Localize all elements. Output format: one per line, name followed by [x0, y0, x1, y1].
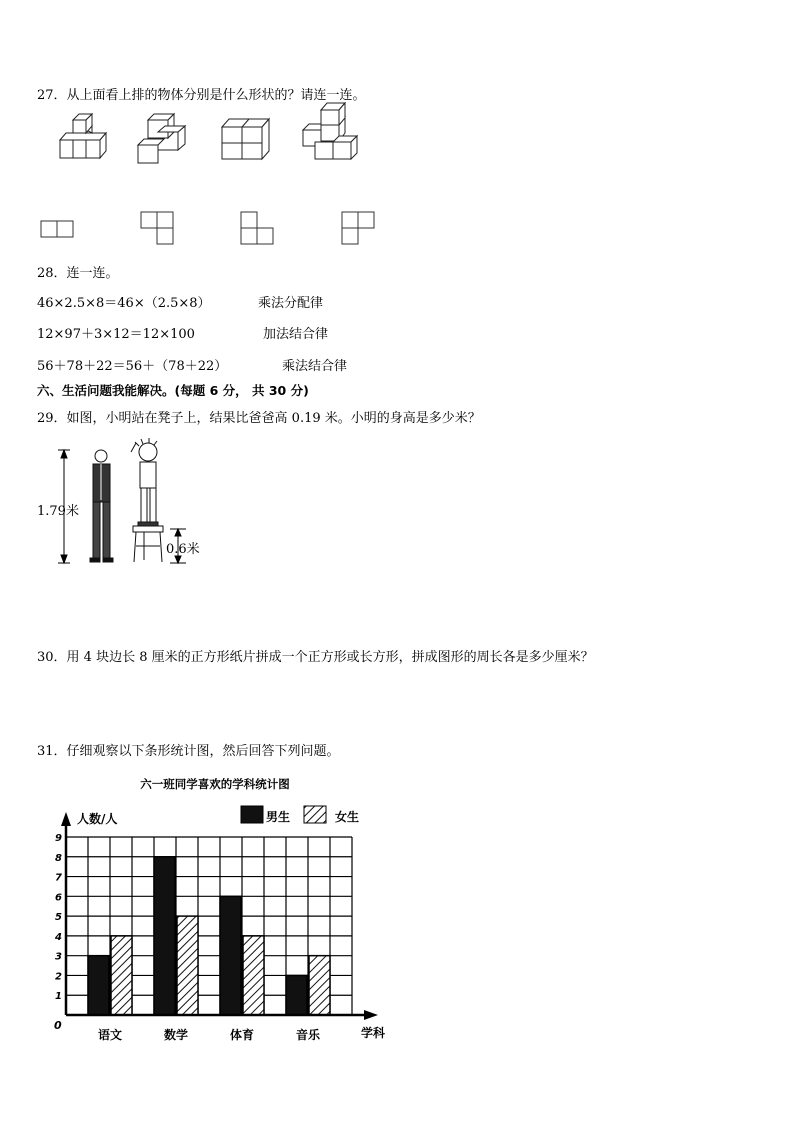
chart-origin: 0: [54, 1019, 62, 1032]
chart-title: 六一班同学喜欢的学科统计图: [140, 777, 290, 791]
y-tick-label: 6: [55, 892, 62, 904]
q28-title: 28．连一连。: [37, 266, 119, 281]
legend-swatch-boys: [241, 806, 263, 823]
chart-xlabel: 学科: [361, 1026, 386, 1040]
q28-left-1: 46×2.5×8＝46×（2.5×8）: [37, 296, 211, 311]
chart-ylabel: 人数/人: [77, 812, 118, 826]
q28-left-3: 56＋78＋22＝56＋（78＋22）: [37, 359, 228, 374]
chart-categories: [98, 1027, 321, 1042]
q29-text: 29．如图，小明站在凳子上，结果比爸爸高 0.19 米。小明的身高是多少米？: [37, 411, 481, 426]
y-tick-label: 5: [55, 912, 62, 924]
bar-数学-男生: [154, 857, 175, 1015]
bar-体育-女生: [243, 936, 264, 1015]
legend-swatch-girls: [304, 806, 326, 823]
y-tick-label: 7: [55, 872, 62, 884]
category-label: 体育: [229, 1028, 255, 1042]
legend-label-girls: 女生: [335, 810, 360, 824]
y-tick-label: 9: [55, 833, 62, 844]
bar-语文-女生: [111, 936, 132, 1015]
x-axis-arrow: [364, 1010, 378, 1020]
bar-语文-男生: [88, 956, 109, 1015]
y-tick-label: 3: [55, 951, 62, 963]
category-label: 音乐: [295, 1028, 321, 1042]
y-axis-arrow: [61, 812, 71, 826]
y-tick-label: 2: [55, 971, 62, 983]
q31-text: 31．仔细观察以下条形统计图，然后回答下列问题。: [37, 744, 340, 759]
chart-ticks: [54, 833, 62, 1002]
y-tick-label: 1: [55, 991, 62, 1003]
category-label: 数学: [163, 1028, 189, 1042]
q27-text: 27．从上面看上排的物体分别是什么形状的？请连一连。: [37, 88, 366, 103]
section6-heading: 六、生活问题我能解决。(每题 6 分， 共 30 分): [37, 383, 309, 398]
y-tick-label: 4: [55, 931, 62, 943]
q28-right-1: 乘法分配律: [258, 296, 324, 311]
category-label: 语文: [97, 1028, 123, 1042]
stool-height-label: 0.6米: [166, 542, 200, 557]
y-tick-label: 8: [55, 852, 62, 864]
bar-数学-女生: [177, 916, 198, 1015]
q28-right-2: 加法结合律: [263, 327, 329, 342]
q30-text: 30．用 4 块边长 8 厘米的正方形纸片拼成一个正方形或长方形，拼成图形的周长各是多少厘米？: [37, 650, 594, 665]
dad-height-label: 1.79米: [37, 504, 79, 519]
bar-音乐-女生: [309, 956, 330, 1015]
bar-音乐-男生: [286, 975, 307, 1015]
q28-right-3: 乘法结合律: [282, 359, 348, 374]
bar-体育-男生: [220, 896, 241, 1015]
q28-left-2: 12×97＋3×12＝12×100: [37, 327, 195, 342]
legend-label-boys: 男生: [266, 810, 291, 824]
